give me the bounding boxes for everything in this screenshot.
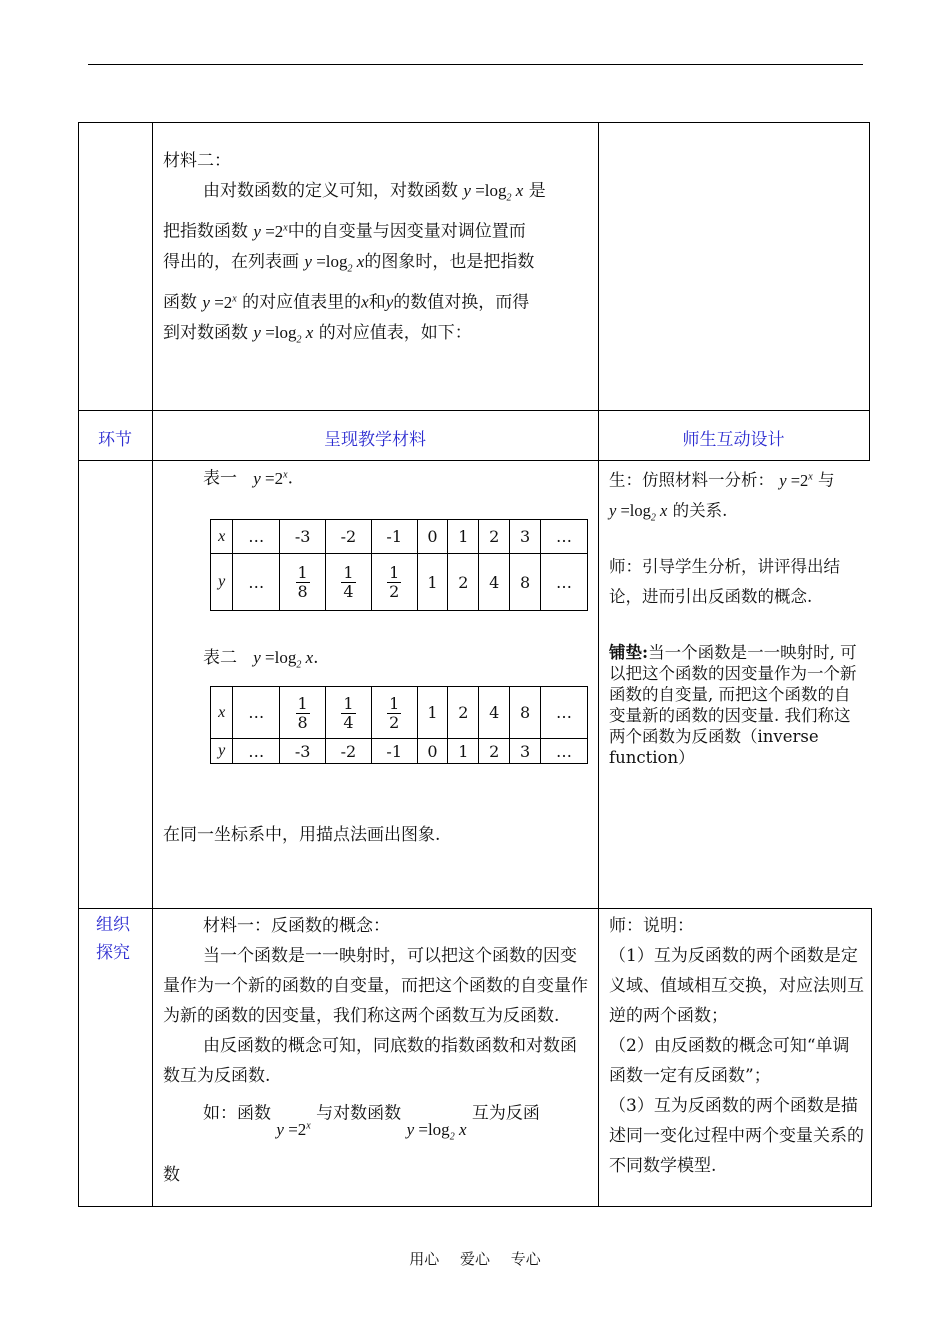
table-cell: 4 <box>479 554 510 611</box>
row3-conclusion: 由反函数的概念可知，同底数的指数函数和对数函数互为反函数. <box>163 1036 577 1086</box>
fraction: $\frac{1}{8}$ <box>297 693 308 732</box>
table-header-x: x <box>211 687 233 739</box>
table-cell: … <box>233 687 280 739</box>
row3-content <box>163 911 589 1190</box>
row3-definition: 当一个函数是一一映射时，可以把这个函数的因变量作为一个新的函数的自变量，而把这个函数的自变量作为新的函数的因变量，我们称这两个函数互为反函数. <box>163 946 588 1026</box>
table-row <box>211 739 588 764</box>
table-cell <box>371 687 417 739</box>
side-lead-in: 铺垫:当一个函数是一一映射时, 可以把这个函数的因变量作为一个新函数的自变量, 而把这个函数的自变量新的函数的因变量. 我们称这两个函数为反函数（inverse function） <box>609 642 857 767</box>
row3-side <box>609 911 865 1181</box>
table-cell: … <box>233 739 280 764</box>
table-cell: … <box>233 554 280 611</box>
header-rule <box>88 64 863 65</box>
fraction: $\frac{1}{8}$ <box>297 563 308 601</box>
row1-line1: 由对数函数的定义可知，对数函数 $y =\log_2$ x 是 <box>203 181 546 204</box>
row-divider-3 <box>78 908 872 909</box>
side-point-1: （1）互为反函数的两个函数是定义域、值域相互交换，对应法则互逆的两个函数； <box>609 946 864 1026</box>
table-cell: 0 <box>417 739 448 764</box>
table-cell: … <box>541 739 588 764</box>
table-cell: 4 <box>479 687 510 739</box>
table-border-bottom <box>78 1206 872 1207</box>
table-header-x: x <box>211 520 233 554</box>
table-cell: 1 <box>448 520 479 554</box>
footer-word: 用心 <box>409 1250 440 1268</box>
side-point-2: （2）由反函数的概念可知“单调函数一定有反函数”； <box>609 1036 850 1086</box>
value-table-2 <box>210 686 588 764</box>
table-cell <box>280 554 326 611</box>
draw-instruction: 在同一坐标系中，用描点法画出图象. <box>163 825 441 845</box>
table-cell: 2 <box>479 739 510 764</box>
table-cell: 1 <box>448 739 479 764</box>
table-cell: -3 <box>280 520 326 554</box>
table-header-y: y <box>211 739 233 764</box>
table-border-left <box>78 122 79 1206</box>
row-divider-header-top <box>78 410 870 411</box>
side-student-note: 生：仿照材料一分析： $y =2^x$ 与 $y =\log_2$ x 的关系. <box>609 470 835 523</box>
table-cell: 8 <box>510 554 541 611</box>
table-cell: 3 <box>510 520 541 554</box>
table-cell <box>326 554 372 611</box>
row1-content <box>163 146 591 355</box>
row2-side <box>609 462 863 768</box>
fraction: $\frac{1}{4}$ <box>343 563 354 601</box>
table-cell: 3 <box>510 739 541 764</box>
value-table-1 <box>210 519 588 611</box>
table-row <box>211 554 588 611</box>
fraction: $\frac{1}{2}$ <box>389 693 400 732</box>
page-footer <box>0 1248 950 1269</box>
table-border-right-upper <box>869 122 870 460</box>
fraction: $\frac{1}{2}$ <box>389 563 400 601</box>
footer-word: 专心 <box>510 1250 541 1268</box>
table2-caption: 表二 $y =\log_2$ x. <box>203 648 319 671</box>
formula-exp: $y =2^x$ <box>253 222 288 242</box>
table-cell: … <box>541 687 588 739</box>
table-cell <box>326 687 372 739</box>
formula-log: $y =\log_2$ x <box>253 323 314 346</box>
table-cell: -2 <box>326 739 372 764</box>
table-cell <box>371 554 417 611</box>
table-border-right-lower <box>871 908 872 1206</box>
table-header-y: y <box>211 554 233 611</box>
header-stage: 环节 <box>98 430 132 450</box>
row3-example: 如：函数 $y =2^x$ 与对数函数 $y =\log_2$ x 互为反函 <box>203 1103 540 1143</box>
formula-log: $y =\log_2$ x <box>304 252 365 275</box>
row1-title: 材料二： <box>163 151 231 171</box>
table-cell: 8 <box>510 687 541 739</box>
row1-line4: 函数 $y =2^x$ 的对应值表里的x和y的数值对换，而得 <box>163 293 530 314</box>
table-row <box>211 520 588 554</box>
side-title: 师：说明： <box>609 916 694 936</box>
formula-exp: $y =2^x$ <box>202 293 237 313</box>
table-cell: … <box>541 554 588 611</box>
table-cell: 2 <box>448 687 479 739</box>
header-interaction: 师生互动设计 <box>682 430 785 450</box>
table-cell: 2 <box>479 520 510 554</box>
table-cell <box>280 687 326 739</box>
row3-example-end: 数 <box>163 1165 180 1186</box>
side-point-3: （3）互为反函数的两个函数是描述同一变化过程中两个变量关系的不同数学模型. <box>609 1096 864 1176</box>
col-divider-1 <box>152 122 153 1206</box>
fraction: $\frac{1}{4}$ <box>343 693 354 732</box>
stage-label: 组织探究 <box>96 915 130 963</box>
formula-log: $y =\log_2$ x <box>463 181 524 204</box>
table-cell: 1 <box>417 554 448 611</box>
footer-word: 爱心 <box>459 1250 490 1268</box>
table-cell: 2 <box>448 554 479 611</box>
row3-title: 材料一：反函数的概念： <box>203 916 390 936</box>
col-divider-2 <box>598 122 599 1206</box>
row1-line3: 得出的，在列表画 $y =\log_2$ x的图象时，也是把指数 <box>163 252 535 275</box>
header-material: 呈现教学材料 <box>324 430 426 450</box>
table-cell: 1 <box>417 687 448 739</box>
table-cell: … <box>541 520 588 554</box>
table-cell: 0 <box>417 520 448 554</box>
table-cell: -1 <box>371 520 417 554</box>
table-cell: -2 <box>326 520 372 554</box>
row1-line2: 把指数函数 $y =2^x$中的自变量与因变量对调位置而 <box>163 222 526 243</box>
row1-line5: 到对数函数 $y =\log_2$ x 的对应值表，如下： <box>163 323 472 346</box>
table-border-top <box>78 122 870 123</box>
table-cell: -3 <box>280 739 326 764</box>
table-row <box>211 687 588 739</box>
side-teacher-note: 师：引导学生分析，讲评得出结论，进而引出反函数的概念. <box>609 556 840 606</box>
table-cell: -1 <box>371 739 417 764</box>
table1-caption: 表一 $y =2^x$. <box>203 468 293 489</box>
table-cell: … <box>233 520 280 554</box>
row-divider-header-bottom <box>78 460 870 461</box>
